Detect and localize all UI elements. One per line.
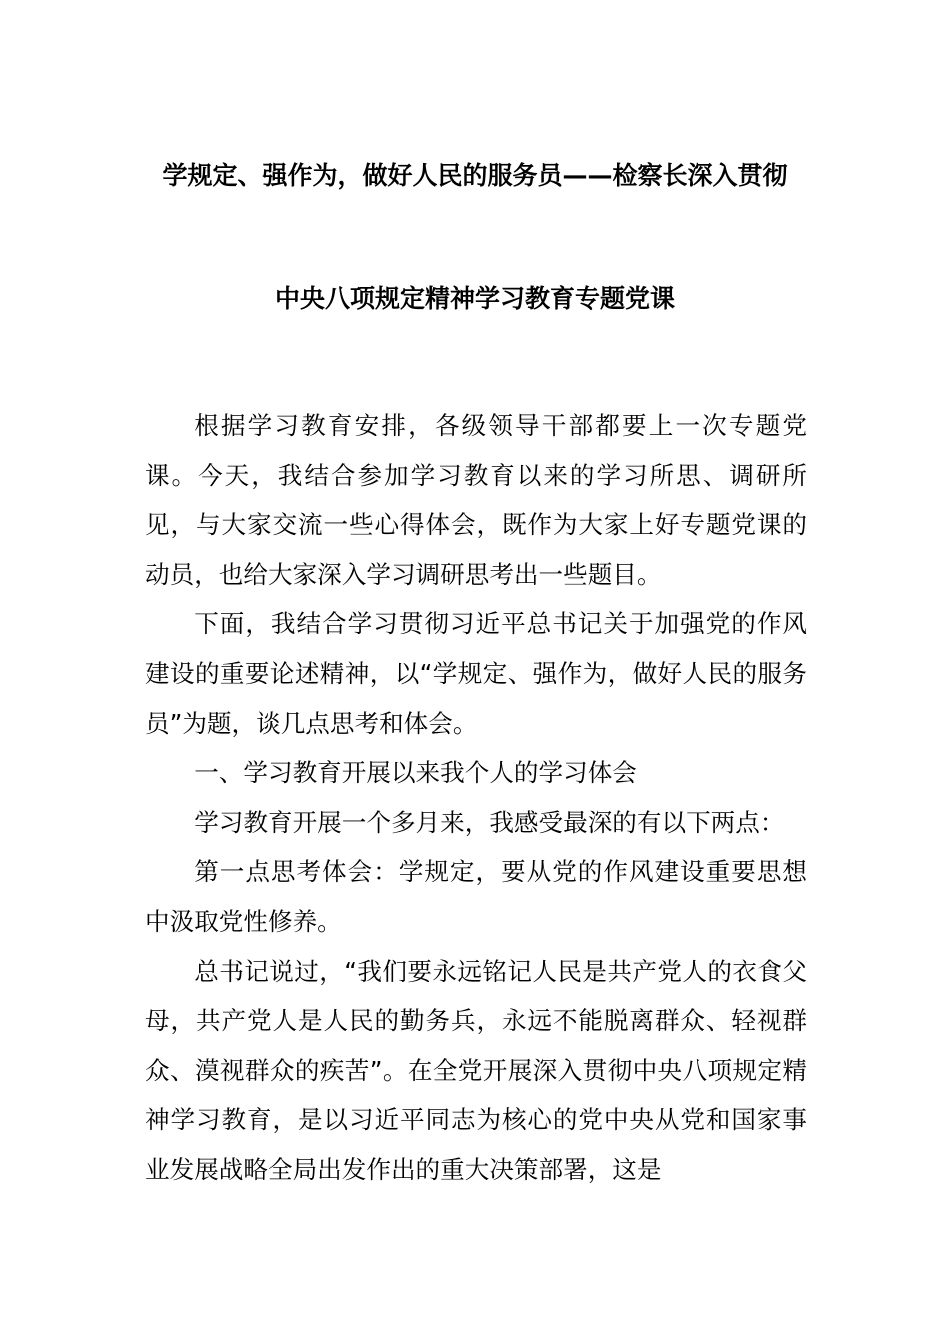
paragraph-topic: 下面，我结合学习贯彻习近平总书记关于加强党的作风建设的重要论述精神，以“学规定、强作为，做好人民的服务员”为题，谈几点思考和体会。: [145, 609, 807, 738]
paragraph-intro: 根据学习教育安排，各级领导干部都要上一次专题党课。今天，我结合参加学习教育以来的学习所思、调研所见，与大家交流一些心得体会，既作为大家上好专题党课的动员，也给大家深入学习调研思考出一些题目。: [145, 411, 807, 589]
paragraph-quote: 总书记说过，“我们要永远铭记人民是共产党人的衣食父母，共产党人是人民的勤务兵，永远不能脱离群众、轻视群众、漠视群众的疾苦”。在全党开展深入贯彻中央八项规定精神学习教育，是以习近平同志为核心的党中央从党和国家事业发展战略全局出发作出的重大决策部署，这是: [145, 956, 807, 1184]
document-title-line-1: 学规定、强作为，做好人民的服务员——检察长深入贯彻: [162, 161, 788, 190]
paragraph-point-1: 第一点思考体会：学规定，要从党的作风建设重要思想中汲取党性修养。: [145, 857, 807, 936]
document-body: [145, 401, 807, 1195]
paragraph-summary: 学习教育开展一个多月来，我感受最深的有以下两点：: [194, 807, 785, 837]
document-title-line-2: 中央八项规定精神学习教育专题党课: [274, 284, 675, 313]
section-heading-1: 一、学习教育开展以来我个人的学习体会: [194, 758, 637, 788]
